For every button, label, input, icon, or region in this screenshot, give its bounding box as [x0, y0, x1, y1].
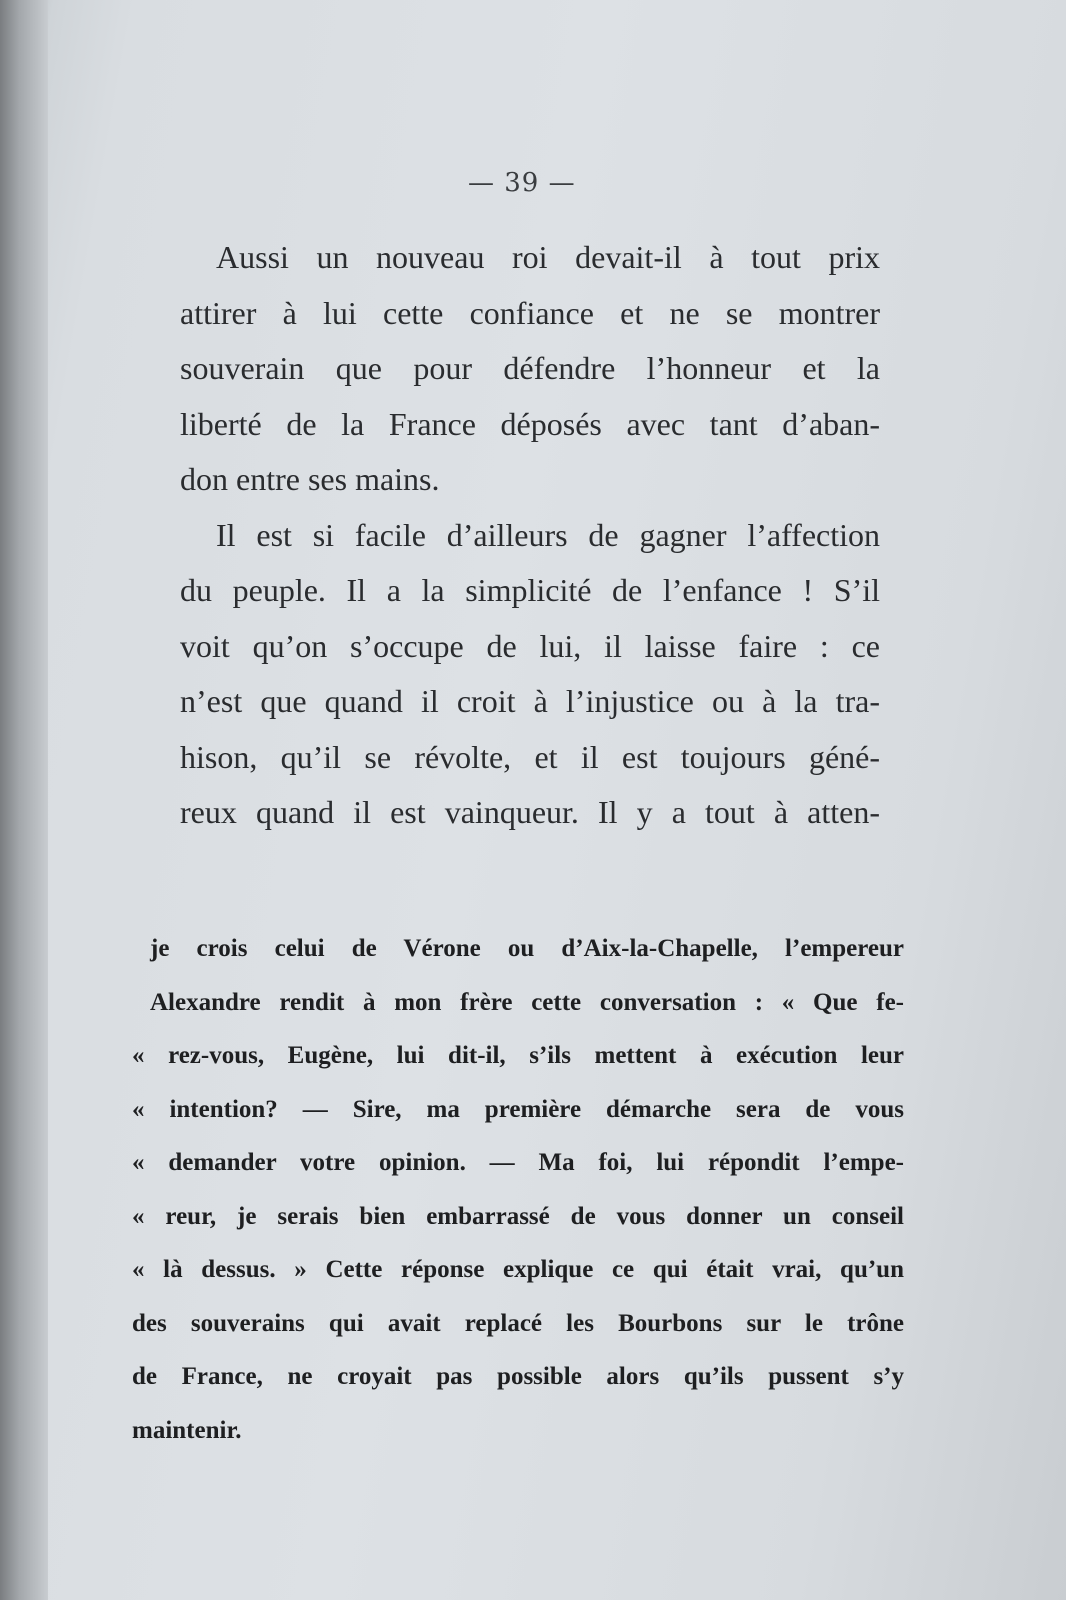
main-text-line: voit qu’on s’occupe de lui, il laisse faire : ce — [180, 627, 880, 664]
book-gutter — [0, 0, 48, 1600]
footnote-line: « demander votre opinion. — Ma foi, lui répondit l’empe- — [132, 1149, 904, 1176]
footnote-line: « rez-vous, Eugène, lui dit-il, s’ils mettent à exécution leur — [132, 1042, 904, 1069]
footnote-line: « là dessus. » Cette réponse explique ce qui était vrai, qu’un — [132, 1256, 904, 1283]
footnote-block — [132, 922, 904, 1457]
footnote-line: de France, ne croyait pas possible alors qu’ils pussent s’y — [132, 1363, 904, 1390]
page-number: — 39 — — [468, 168, 576, 198]
main-text-line: hison, qu’il se révolte, et il est toujours géné- — [180, 738, 880, 775]
main-text-line: n’est que quand il croit à l’injustice ou à la tra- — [180, 683, 880, 719]
main-text-line: Il est si facile d’ailleurs de gagner l’affection — [216, 516, 880, 553]
footnote-line: maintenir. — [132, 1416, 242, 1444]
main-text-line: liberté de la France déposés avec tant d’aban- — [180, 405, 880, 442]
main-text-line: don entre ses mains. — [180, 461, 440, 497]
main-text-line: reux quand il est vainqueur. Il y a tout à atten- — [180, 794, 880, 830]
footnote-line: des souverains qui avait replacé les Bourbons sur le trône — [132, 1309, 904, 1337]
footnote-line: « reur, je serais bien embarrassé de vous donner un conseil — [132, 1202, 904, 1230]
main-text-line: Aussi un nouveau roi devait-il à tout prix — [216, 239, 880, 275]
footnote-line: je crois celui de Vérone ou d’Aix-la-Chapelle, l’empereur — [150, 935, 904, 962]
main-text-line: du peuple. Il a la simplicité de l’enfance ! S’il — [180, 572, 880, 608]
main-text-block — [180, 230, 880, 841]
footnote-line: « intention? — Sire, ma première démarche sera de vous — [132, 1095, 904, 1123]
footnote-line: Alexandre rendit à mon frère cette conversation : « Que fe- — [150, 988, 904, 1016]
main-text-line: souverain que pour défendre l’honneur et la — [180, 350, 880, 386]
main-text-line: attirer à lui cette confiance et ne se montrer — [180, 294, 880, 331]
